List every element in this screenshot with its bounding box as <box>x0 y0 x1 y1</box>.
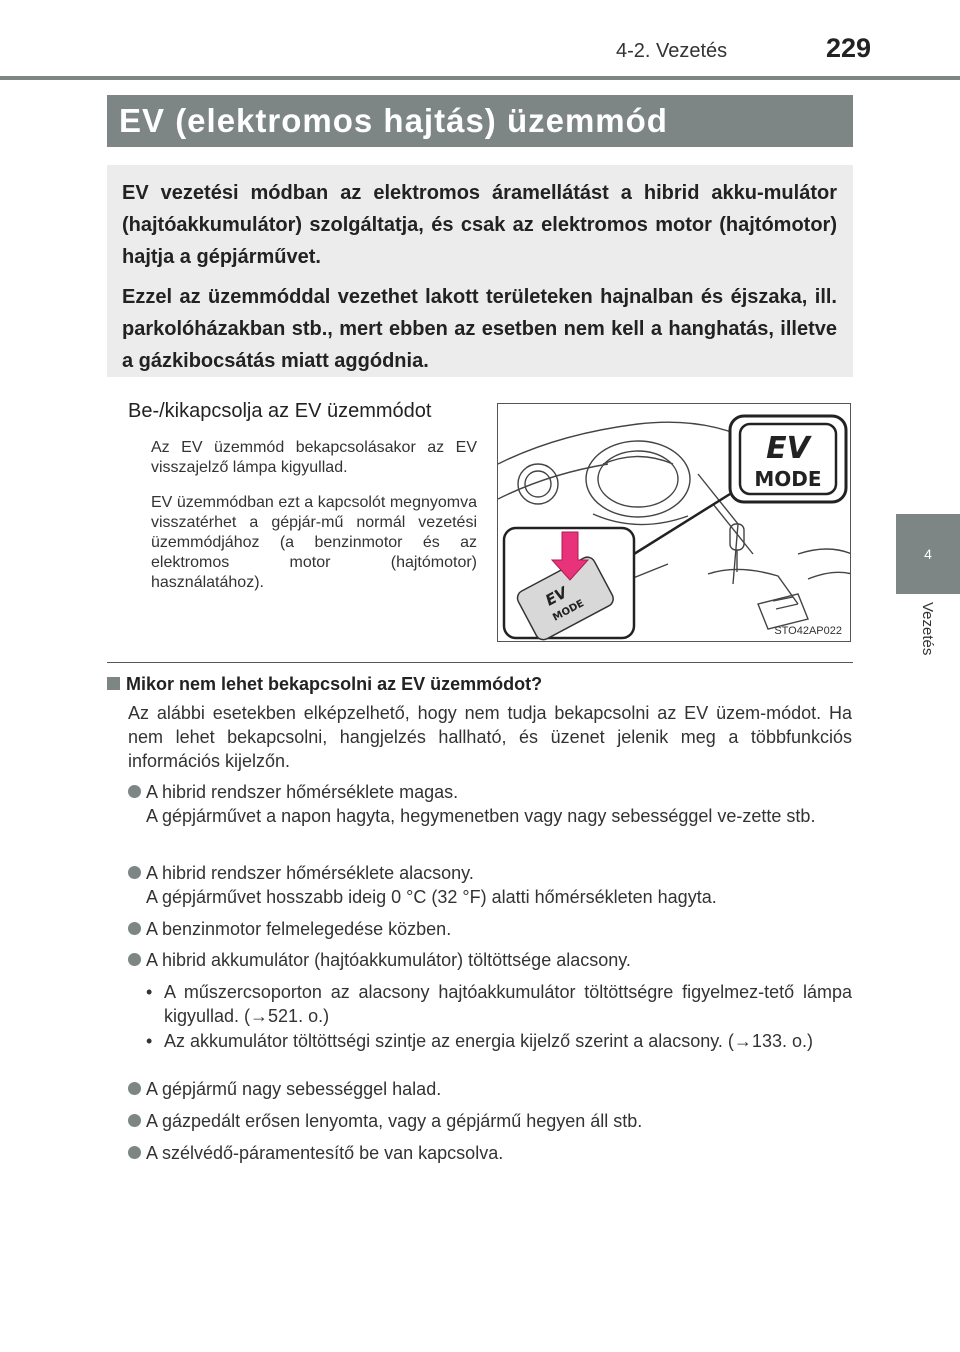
button-text-mode: MODE <box>551 598 586 624</box>
list-item: A gépjármű nagy sebességgel halad. <box>128 1077 852 1101</box>
ev-badge-text-ev: EV <box>766 431 810 466</box>
bullet-dot-icon <box>128 1114 141 1127</box>
dashboard-drawing <box>498 404 851 642</box>
bullet-dot-icon <box>128 1082 141 1095</box>
intro-box <box>107 165 853 377</box>
list-item: A benzinmotor felmelegedése közben. <box>128 917 852 941</box>
bullet-dot-icon <box>128 922 141 935</box>
toggle-heading: Be-/kikapcsolja az EV üzemmódot <box>128 400 432 422</box>
ev-badge-text-mode: MODE <box>754 467 822 491</box>
bullet-dot-icon <box>128 866 141 879</box>
list-item: A hibrid rendszer hőmérséklete alacsony. A gépjárművet hosszabb ideig 0 °C (32 °F) alatti hőmérsékleten hagyta. <box>128 861 852 909</box>
square-bullet-icon <box>107 677 120 690</box>
chapter-tab: 4 <box>896 514 960 594</box>
section-title: 4-2. Vezetés <box>616 40 728 62</box>
toggle-description-2: EV üzemmódban ezt a kapcsolót megnyomva visszatérhet a gépjár-mű normál vezetési üzemmódjához (a benzinmotor és az elektromos motor (hajtómotor) használatához). <box>151 494 477 591</box>
list-item: A gázpedált erősen lenyomta, vagy a gépjármű hegyen áll stb. <box>128 1109 852 1133</box>
list-item: A hibrid akkumulátor (hajtóakkumulátor) töltöttsége alacsony. <box>128 948 852 972</box>
section-divider <box>107 662 853 663</box>
intro-paragraph-1: EV vezetési módban az elektromos áramellátást a hibrid akku-mulátor (hajtóakkumulátor) szolgáltatja, és csak az elektromos motor (hajtómotor) hajtja a gépjárművet. <box>122 182 837 268</box>
bullet-dot-icon <box>128 1146 141 1159</box>
page-title: EV (elektromos hajtás) üzemmód <box>107 95 853 147</box>
chapter-label: Vezetés <box>919 602 936 656</box>
list-item: A hibrid rendszer hőmérséklete magas. A gépjárművet a napon hagyta, hegymenetben vagy nagy sebességgel ve-zette stb. <box>128 780 852 828</box>
ev-mode-illustration <box>497 403 851 642</box>
button-text-ev: EV <box>542 583 571 610</box>
question-heading: Mikor nem lehet bekapcsolni az EV üzemmódot? <box>107 674 542 695</box>
sub-list-item: • A műszercsoporton az alacsony hajtóakkumulátor töltöttségre figyelmez-tető lámpa kigyullad. (→521. o.) <box>146 982 852 1026</box>
question-intro: Az alábbi esetekben elképzelhető, hogy nem tudja bekapcsolni az EV üzem-módot. Ha nem lehet bekapcsolni, hangjelzés hallható, és üzenet jelenik meg a többfunkciós információs kijelzőn. <box>128 703 852 771</box>
intro-paragraph-2: Ezzel az üzemmóddal vezethet lakott területeken hajnalban és éjszaka, ill. parkolóházakban stb., mert ebben az esetben nem kell a hanghatás, illetve a gázkibocsátás miatt aggódnia. <box>122 286 837 372</box>
sub-list-item: • Az akkumulátor töltöttségi szintje az energia kijelző szerint a alacsony. (→133. o.) <box>146 1031 813 1051</box>
header-rule <box>0 76 960 80</box>
bullet-dot-icon <box>128 953 141 966</box>
bullet-dot-icon <box>128 785 141 798</box>
list-item: A szélvédő-páramentesítő be van kapcsolva. <box>128 1141 852 1165</box>
figure-code: STO42AP022 <box>774 625 842 637</box>
page-number: 229 <box>826 33 872 63</box>
toggle-description-1: Az EV üzemmód bekapcsolásakor az EV visszajelző lámpa kigyullad. <box>151 439 477 476</box>
